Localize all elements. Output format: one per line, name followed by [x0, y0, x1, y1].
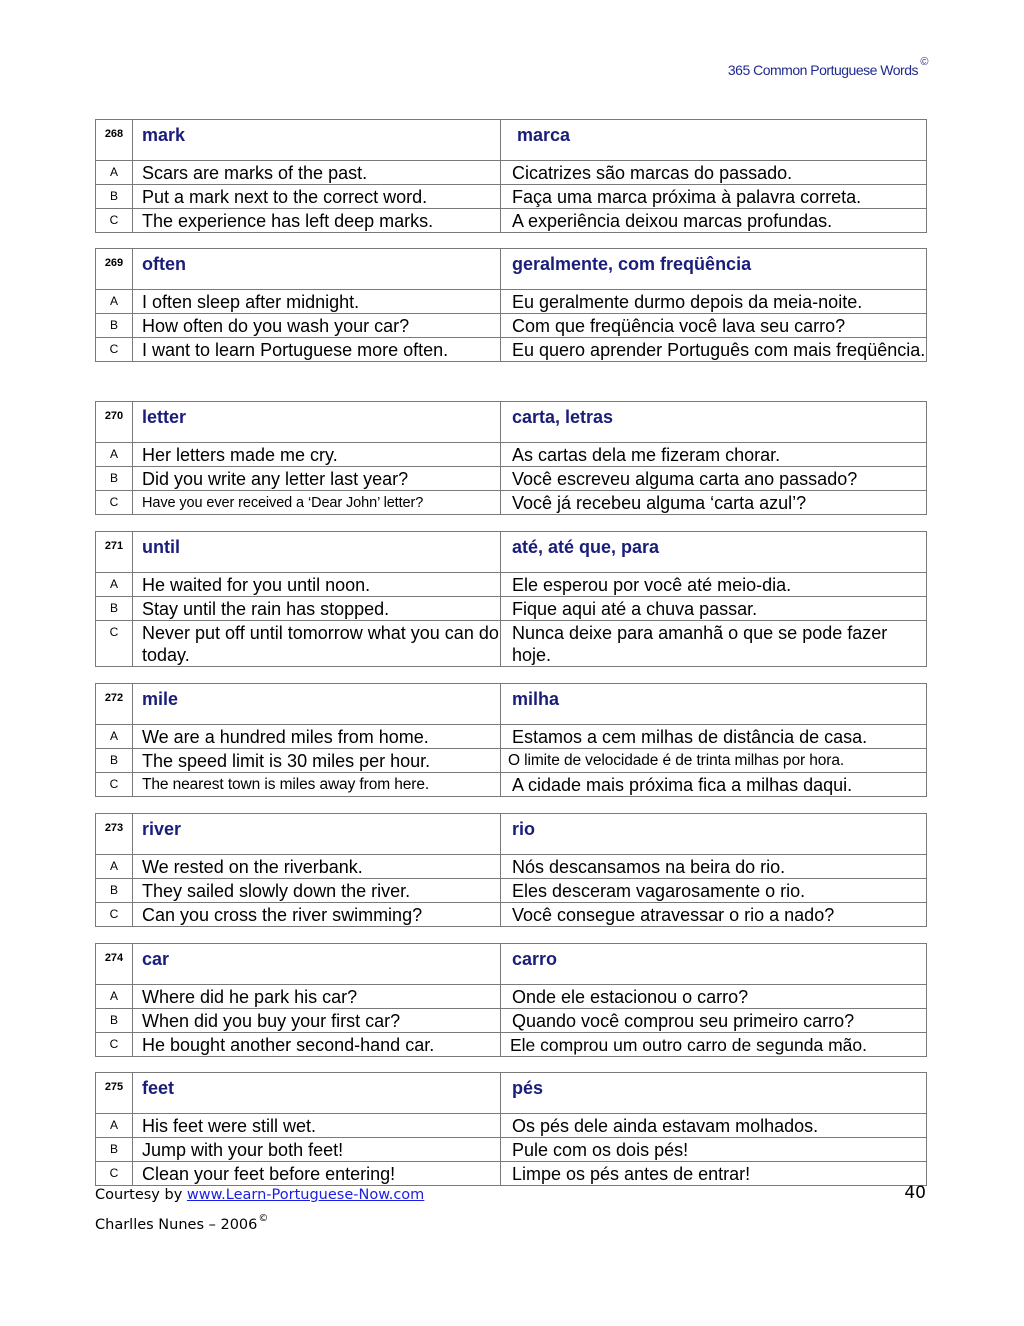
- row-label: C: [96, 491, 133, 515]
- english-word: car: [133, 944, 501, 985]
- example-row: [96, 597, 927, 621]
- portuguese-sentence: O limite de velocidade é de trinta milhas por hora.: [501, 749, 927, 773]
- entry-word-row: [96, 532, 927, 573]
- row-label: B: [96, 597, 133, 621]
- english-word: often: [133, 249, 501, 290]
- portuguese-sentence: Fique aqui até a chuva passar.: [501, 597, 927, 621]
- english-sentence: Never put off until tomorrow what you can do today.: [133, 621, 501, 667]
- portuguese-word: geralmente, com freqüência: [501, 249, 927, 290]
- example-row: [96, 443, 927, 467]
- example-row: [96, 855, 927, 879]
- english-sentence: Jump with your both feet!: [133, 1138, 501, 1162]
- entry-number: 268: [96, 120, 133, 161]
- english-sentence: They sailed slowly down the river.: [133, 879, 501, 903]
- english-sentence: He bought another second-hand car.: [133, 1033, 501, 1057]
- portuguese-sentence: Onde ele estacionou o carro?: [501, 985, 927, 1009]
- english-sentence: Her letters made me cry.: [133, 443, 501, 467]
- row-label: B: [96, 314, 133, 338]
- page-number: 40: [904, 1183, 926, 1203]
- portuguese-word: até, até que, para: [501, 532, 927, 573]
- word-entry-271: [95, 531, 927, 667]
- english-sentence: I often sleep after midnight.: [133, 290, 501, 314]
- word-entry-269: [95, 248, 927, 362]
- row-label: C: [96, 1162, 133, 1186]
- english-word: letter: [133, 402, 501, 443]
- entry-word-row: [96, 1073, 927, 1114]
- example-row: [96, 209, 927, 233]
- row-label: A: [96, 725, 133, 749]
- row-label: B: [96, 749, 133, 773]
- portuguese-sentence: Eles desceram vagarosamente o rio.: [501, 879, 927, 903]
- portuguese-sentence: Quando você comprou seu primeiro carro?: [501, 1009, 927, 1033]
- english-sentence: His feet were still wet.: [133, 1114, 501, 1138]
- portuguese-sentence: As cartas dela me fizeram chorar.: [501, 443, 927, 467]
- entry-word-row: [96, 684, 927, 725]
- entry-number: 271: [96, 532, 133, 573]
- row-label: A: [96, 161, 133, 185]
- entry-word-row: [96, 120, 927, 161]
- portuguese-sentence: Os pés dele ainda estavam molhados.: [501, 1114, 927, 1138]
- portuguese-sentence: A cidade mais próxima fica a milhas daqui.: [501, 773, 927, 797]
- english-sentence: We are a hundred miles from home.: [133, 725, 501, 749]
- english-sentence: Have you ever received a ‘Dear John’ letter?: [133, 491, 501, 515]
- portuguese-sentence: Estamos a cem milhas de distância de casa.: [501, 725, 927, 749]
- english-sentence: Put a mark next to the correct word.: [133, 185, 501, 209]
- portuguese-sentence: Ele comprou um outro carro de segunda mão.: [501, 1033, 927, 1057]
- footer-copyright-mark: ©: [258, 1213, 269, 1224]
- page-footer: [95, 1184, 424, 1237]
- english-word: feet: [133, 1073, 501, 1114]
- row-label: A: [96, 985, 133, 1009]
- example-row: [96, 621, 927, 667]
- entry-number: 269: [96, 249, 133, 290]
- portuguese-sentence: Com que freqüência você lava seu carro?: [501, 314, 927, 338]
- example-row: [96, 903, 927, 927]
- portuguese-sentence: Cicatrizes são marcas do passado.: [501, 161, 927, 185]
- word-entry-268: [95, 119, 927, 233]
- row-label: C: [96, 621, 133, 667]
- portuguese-sentence: Eu geralmente durmo depois da meia-noite.: [501, 290, 927, 314]
- english-sentence: I want to learn Portuguese more often.: [133, 338, 501, 362]
- portuguese-sentence: Eu quero aprender Português com mais freqüência.: [501, 338, 927, 362]
- example-row: [96, 467, 927, 491]
- english-sentence: Clean your feet before entering!: [133, 1162, 501, 1186]
- row-label: C: [96, 903, 133, 927]
- portuguese-word: pés: [501, 1073, 927, 1114]
- row-label: B: [96, 467, 133, 491]
- example-row: [96, 879, 927, 903]
- word-entry-272: [95, 683, 927, 797]
- portuguese-sentence: Nunca deixe para amanhã o que se pode fazer hoje.: [501, 621, 927, 667]
- example-row: [96, 573, 927, 597]
- example-row: [96, 749, 927, 773]
- example-row: [96, 338, 927, 362]
- example-row: [96, 1033, 927, 1057]
- english-sentence: Where did he park his car?: [133, 985, 501, 1009]
- example-row: [96, 290, 927, 314]
- website-link[interactable]: www.Learn-Portuguese-Now.com: [186, 1187, 425, 1203]
- example-row: [96, 314, 927, 338]
- english-word: river: [133, 814, 501, 855]
- row-label: C: [96, 338, 133, 362]
- portuguese-sentence: Limpe os pés antes de entrar!: [501, 1162, 927, 1186]
- copyright-mark: ©: [920, 56, 928, 68]
- entry-number: 273: [96, 814, 133, 855]
- row-label: B: [96, 1138, 133, 1162]
- portuguese-sentence: Você consegue atravessar o rio a nado?: [501, 903, 927, 927]
- portuguese-word: rio: [501, 814, 927, 855]
- portuguese-sentence: Nós descansamos na beira do rio.: [501, 855, 927, 879]
- header-title: 365 Common Portuguese Words: [727, 62, 918, 78]
- english-sentence: Scars are marks of the past.: [133, 161, 501, 185]
- portuguese-word: marca: [501, 120, 927, 161]
- row-label: B: [96, 1009, 133, 1033]
- entry-word-row: [96, 249, 927, 290]
- row-label: A: [96, 290, 133, 314]
- entry-number: 272: [96, 684, 133, 725]
- portuguese-sentence: A experiência deixou marcas profundas.: [501, 209, 927, 233]
- row-label: A: [96, 1114, 133, 1138]
- word-entry-275: [95, 1072, 927, 1186]
- author-line: [95, 1207, 424, 1237]
- english-sentence: When did you buy your first car?: [133, 1009, 501, 1033]
- english-sentence: He waited for you until noon.: [133, 573, 501, 597]
- row-label: C: [96, 1033, 133, 1057]
- example-row: [96, 185, 927, 209]
- entry-number: 275: [96, 1073, 133, 1114]
- entry-word-row: [96, 814, 927, 855]
- row-label: A: [96, 855, 133, 879]
- entry-word-row: [96, 944, 927, 985]
- example-row: [96, 1138, 927, 1162]
- english-sentence: Stay until the rain has stopped.: [133, 597, 501, 621]
- english-word: mark: [133, 120, 501, 161]
- courtesy-line: [95, 1184, 424, 1207]
- portuguese-sentence: Você já recebeu alguma ‘carta azul’?: [501, 491, 927, 515]
- example-row: [96, 725, 927, 749]
- row-label: B: [96, 879, 133, 903]
- row-label: A: [96, 443, 133, 467]
- portuguese-word: carro: [501, 944, 927, 985]
- word-entry-270: [95, 401, 927, 515]
- row-label: C: [96, 209, 133, 233]
- example-row: [96, 773, 927, 797]
- entry-word-row: [96, 402, 927, 443]
- portuguese-word: carta, letras: [501, 402, 927, 443]
- english-sentence: How often do you wash your car?: [133, 314, 501, 338]
- row-label: B: [96, 185, 133, 209]
- example-row: [96, 161, 927, 185]
- portuguese-sentence: Faça uma marca próxima à palavra correta.: [501, 185, 927, 209]
- english-sentence: Can you cross the river swimming?: [133, 903, 501, 927]
- english-sentence: We rested on the riverbank.: [133, 855, 501, 879]
- example-row: [96, 985, 927, 1009]
- portuguese-sentence: Pule com os dois pés!: [501, 1138, 927, 1162]
- example-row: [96, 491, 927, 515]
- page-header: [600, 56, 928, 78]
- english-sentence: The speed limit is 30 miles per hour.: [133, 749, 501, 773]
- portuguese-sentence: Ele esperou por você até meio-dia.: [501, 573, 927, 597]
- english-word: mile: [133, 684, 501, 725]
- english-word: until: [133, 532, 501, 573]
- word-entry-273: [95, 813, 927, 927]
- english-sentence: Did you write any letter last year?: [133, 467, 501, 491]
- courtesy-text: Courtesy by: [95, 1187, 187, 1203]
- entry-number: 274: [96, 944, 133, 985]
- author-text: Charlles Nunes – 2006: [95, 1217, 258, 1233]
- example-row: [96, 1114, 927, 1138]
- english-sentence: The nearest town is miles away from here.: [133, 773, 501, 797]
- entry-number: 270: [96, 402, 133, 443]
- word-entry-274: [95, 943, 927, 1057]
- example-row: [96, 1009, 927, 1033]
- portuguese-sentence: Você escreveu alguma carta ano passado?: [501, 467, 927, 491]
- row-label: A: [96, 573, 133, 597]
- row-label: C: [96, 773, 133, 797]
- example-row: [96, 1162, 927, 1186]
- portuguese-word: milha: [501, 684, 927, 725]
- english-sentence: The experience has left deep marks.: [133, 209, 501, 233]
